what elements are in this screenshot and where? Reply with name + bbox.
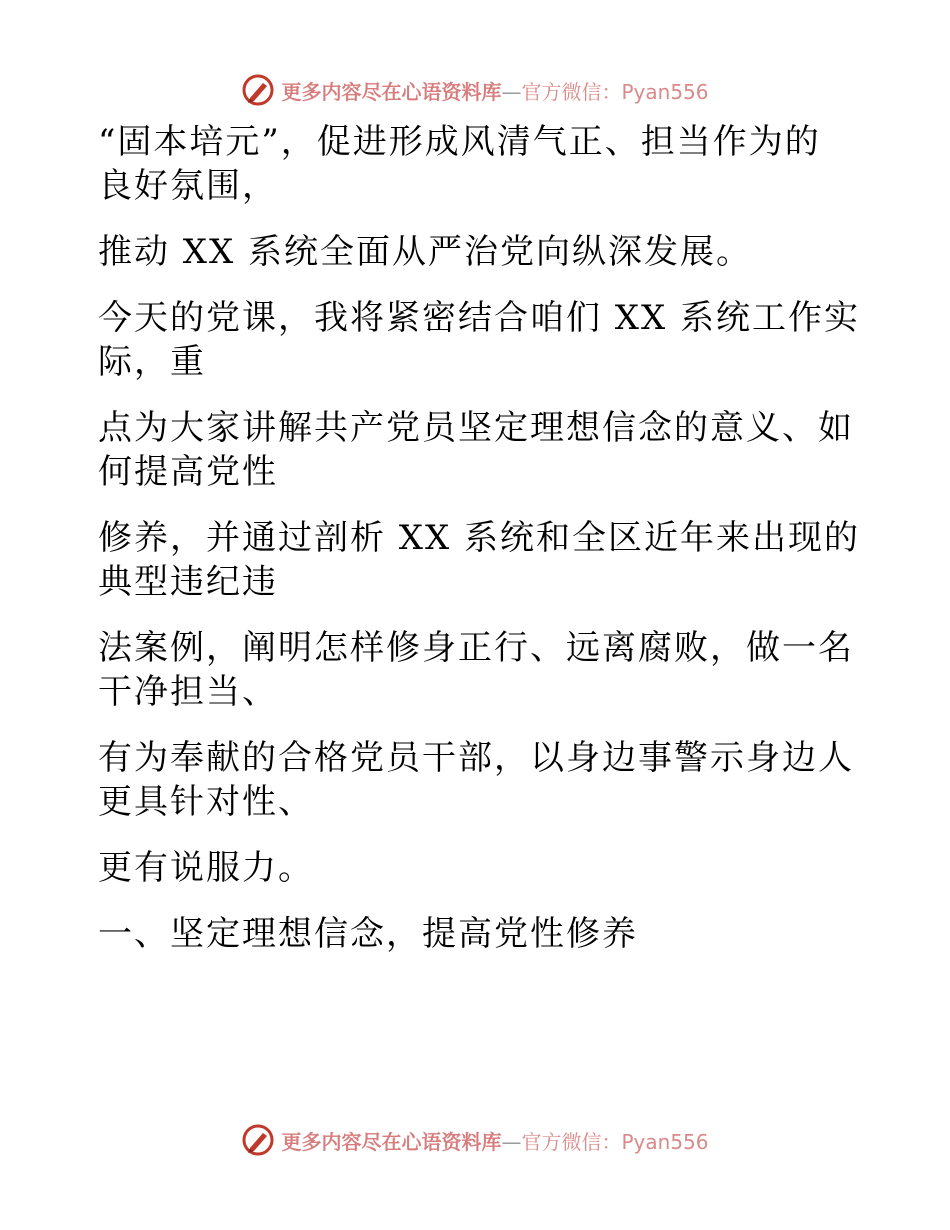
text-line: 今天的党课，我将紧密结合咱们 XX 系统工作实	[98, 298, 861, 338]
paragraph	[98, 846, 858, 890]
paragraph	[98, 626, 858, 714]
text-line: 有为奉献的合格党员干部，以身边事警示身边人	[98, 738, 854, 778]
text-line: 更具针对性、	[98, 782, 314, 822]
document-body	[98, 120, 861, 956]
paragraph	[98, 296, 861, 384]
paragraph	[98, 406, 858, 494]
text-line: 推动 XX 系统全面从严治党向纵深发展。	[98, 232, 753, 272]
paragraph	[98, 516, 861, 604]
watermark-text: 更多内容尽在心语资料库—官方微信：Pyan556	[281, 79, 709, 104]
text-line: 修养，并通过剖析 XX 系统和全区近年来出现的	[98, 518, 861, 558]
paragraph	[98, 230, 858, 274]
text-line: 典型违纪违	[98, 562, 278, 602]
section-heading: 一、坚定理想信念，提高党性修养	[98, 914, 638, 954]
watermark-text: 更多内容尽在心语资料库—官方微信：Pyan556	[281, 1129, 709, 1154]
pen-logo-icon	[241, 1123, 275, 1157]
watermark-footer	[0, 1120, 950, 1160]
text-line: 良好氛围，	[98, 166, 278, 206]
text-line: 更有说服力。	[98, 848, 314, 888]
text-line: 何提高党性	[98, 452, 278, 492]
watermark-header	[0, 70, 950, 110]
pen-logo-icon	[241, 73, 275, 107]
text-line: 干净担当、	[98, 672, 278, 712]
text-line: 点为大家讲解共产党员坚定理想信念的意义、如	[98, 408, 854, 448]
text-line: 法案例，阐明怎样修身正行、远离腐败，做一名	[98, 628, 854, 668]
text-line: 际，重	[98, 342, 206, 382]
text-line: “固本培元”，促进形成风清气正、担当作为的	[98, 122, 821, 162]
paragraph	[98, 120, 858, 208]
paragraph	[98, 736, 858, 824]
